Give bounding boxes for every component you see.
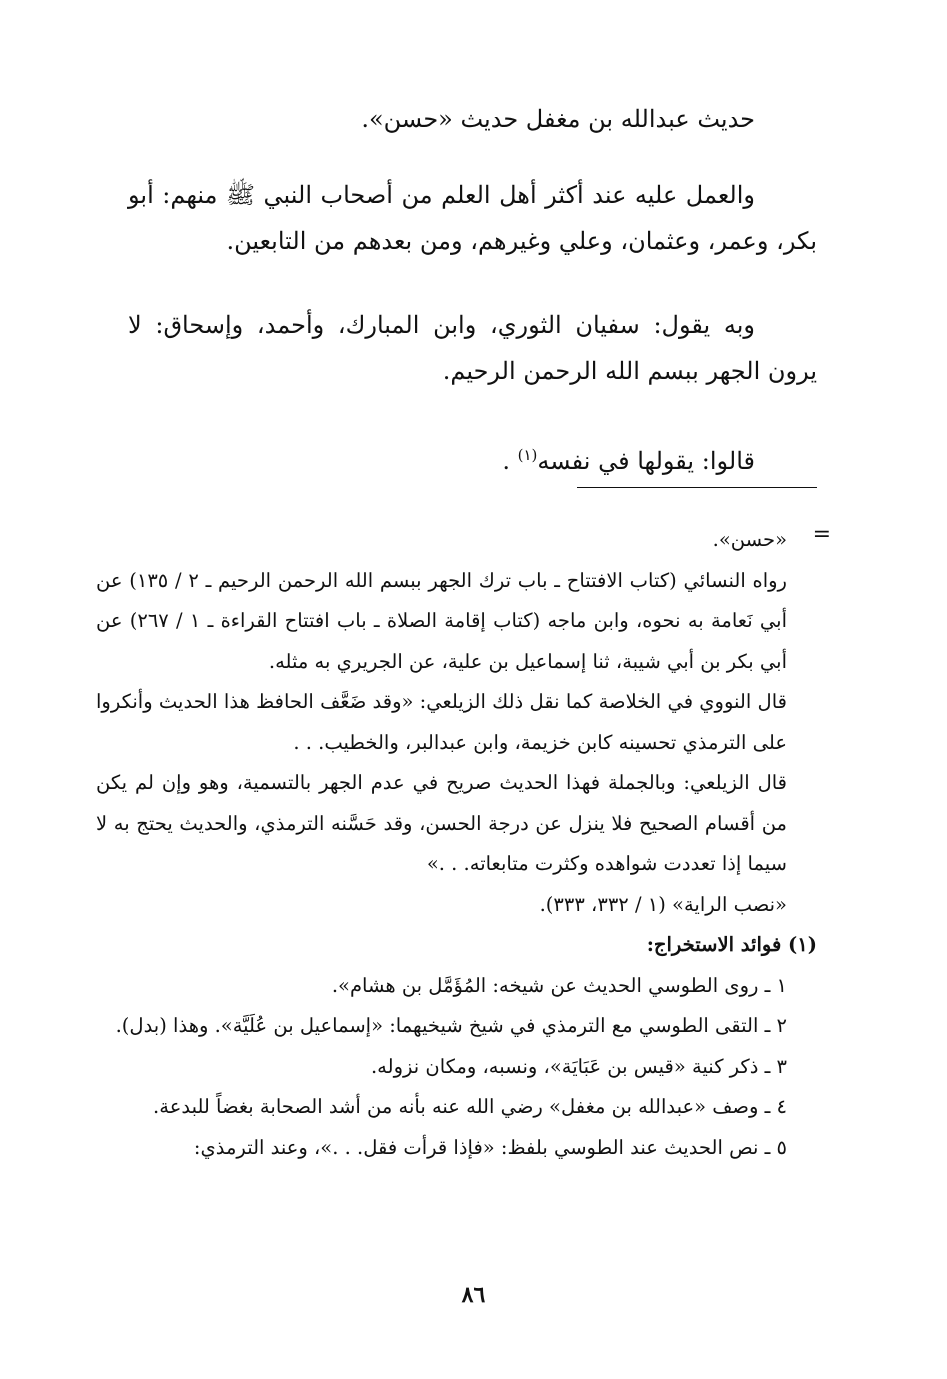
benefit-item-4: ٤ ـ وصف «عبدالله بن مغفل» رضي الله عنه بأنه من أشد الصحابة بغضاً للبدعة. — [153, 1095, 787, 1118]
paragraph-practice: والعمل عليه عند أكثر أهل العلم من أصحاب النبي ﷺ منهم: أبو بكر، وعمر، وعثمان، وعلي وغيرهم، ومن بعدهم من التابعين. — [128, 181, 817, 255]
paragraph-said: قالوا: يقولها في نفسه$^{(١)}$ . — [502, 446, 755, 475]
note-line-zaylai: قال الزيلعي: وبالجملة فهذا الحديث صريح في عدم الجهر بالتسمية، وهو وإن لم يكن من أقسام الصحيح فلا ينزل عن درجة الحسن، وقد حَسَّنه الترمذي، والحديث يحتج به لا سيما إذا تعددت شواهده وكثرت متابعاته. . .» — [96, 771, 787, 875]
page-number: ٨٦ — [461, 1282, 486, 1308]
benefit-item-5: ٥ ـ نص الحديث عند الطوسي بلفظ: «فإذا قرأت فقل. . .»، وعند الترمذي: — [193, 1135, 787, 1159]
main-text — [128, 96, 817, 522]
note-line-grade: «حسن». — [712, 528, 787, 551]
footnote-title: (١) فوائد الاستخراج: — [646, 933, 817, 956]
benefit-item-3: ٣ ـ ذكر كنية «قيس بن عَبَايَة»، ونسبه، ومكان نزوله. — [370, 1054, 787, 1078]
paragraph-hadith-grade: حديث عبدالله بن مغفل حديث «حسن». — [361, 105, 755, 133]
continuation-mark: = — [812, 522, 831, 547]
note-line-source: «نصب الراية» (١ / ٣٣٢، ٣٣٣). — [539, 892, 787, 916]
benefit-item-1: ١ ـ روى الطوسي الحديث عن شيخه: المُؤَمَّل بن هشام». — [331, 973, 787, 997]
paragraph-said-text: قالوا: يقولها في نفسه — [537, 447, 755, 475]
footnote-reference[interactable]: (١) — [517, 446, 538, 464]
note-line-nawawi: قال النووي في الخلاصة كما نقل ذلك الزيلعي: «وقد ضَعَّف الحافظ هذا الحديث وأنكروا على الترمذي تحسينه كابن خزيمة، وابن عبدالبر، والخطيب. . . — [96, 690, 787, 754]
note-line-takhrij: رواه النسائي (كتاب الافتتاح ـ باب ترك الجهر ببسم الله الرحمن الرحيم ـ ٢ / ١٣٥) عن أبي نَعامة به نحوه، وابن ماجه (كتاب إقامة الصلاة ـ باب افتتاح القراءة ـ ١ / ٢٦٧) عن أبي بكر بن أبي شيبة، ثنا إسماعيل بن علية، عن الجريري به مثله. — [96, 568, 787, 673]
footnote-separator — [577, 487, 817, 488]
paragraph-scholars: وبه يقول: سفيان الثوري، وابن المبارك، وأحمد، وإسحاق: لا يرون الجهر ببسم الله الرحمن الرحيم. — [128, 311, 817, 385]
footnotes — [96, 520, 817, 1168]
benefit-item-2: ٢ ـ التقى الطوسي مع الترمذي في شيخ شيخيهما: «إسماعيل بن عُلَيَّة». وهذا (بدل). — [115, 1014, 787, 1037]
